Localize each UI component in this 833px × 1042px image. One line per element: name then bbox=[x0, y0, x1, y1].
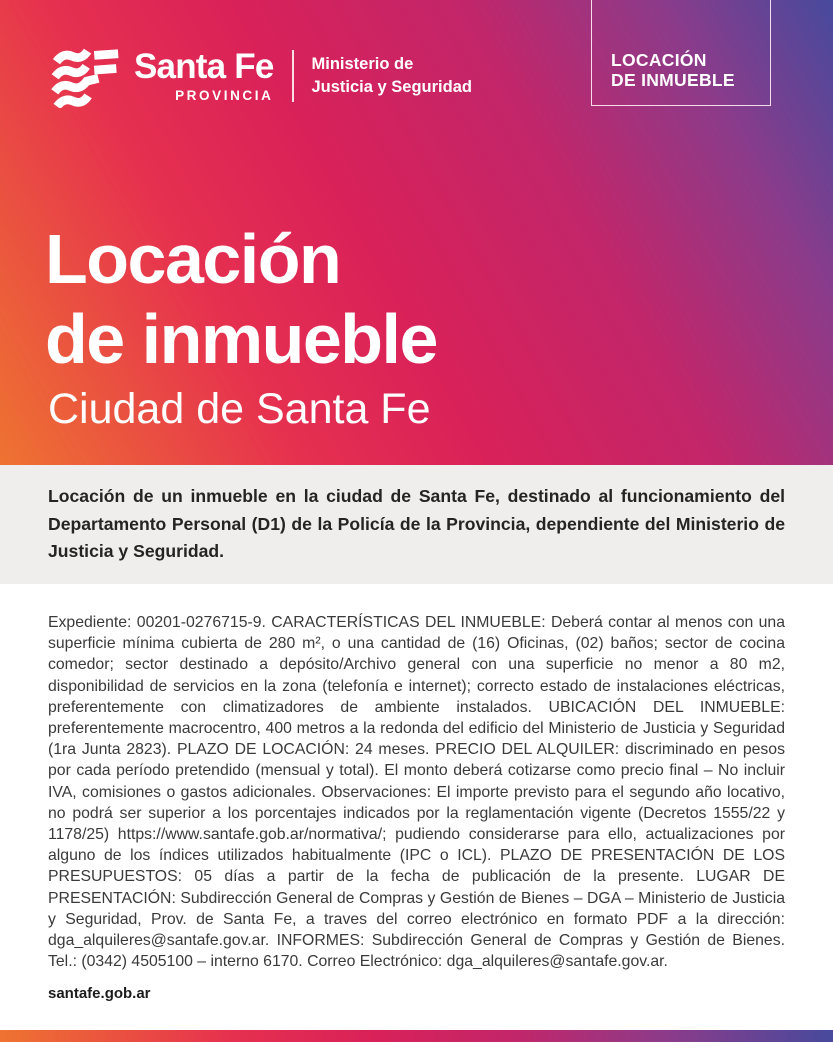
ministry-name bbox=[311, 53, 471, 99]
page-title bbox=[45, 219, 437, 379]
badge-line2: DE INMUEBLE bbox=[611, 70, 735, 90]
body-paragraph: Expediente: 00201-0276715-9. CARACTERÍSTICAS DEL INMUEBLE: Deberá contar al menos con una superficie mínima cubierta de 280 m², o una cantidad de (16) Oficinas, (02) baños; sector de cocina comedor; sector destinado a depósito/Archivo general con una superficie no menor a 80 m2, disponibilidad de servicios en la zona (telefonía e internet); correcto estado de instalaciones eléctricas, preferentemente con climatizadores de ambiente instalados. UBICACIÓN DEL INMUEBLE: preferentemente macrocentro, 400 metros a la redonda del edificio del Ministerio de Justicia y Seguridad (1ra Junta 2823). PLAZO DE LOCACIÓN: 24 meses. PRECIO DEL ALQUILER: discriminado en pesos por cada período pretendido (mensual y total). El monto deberá cotizarse como precio final – No incluir IVA, comisiones o gastos adicionales. Observaciones: El importe previsto para el segundo año locativo, no podrá ser superior a los porcentajes indicados por la reglamentación vigente (Decretos 1555/22 y 1178/25) https://www.santafe.gob.ar/normativa/; pudiendo considerarse para ello, actualizaciones por alguno de los índices utilizados habitualmente (IPC o ICL). PLAZO DE PRESENTACIÓN DE LOS PRESUPUESTOS: 05 días a partir de la fecha de publicación de la presente. LUGAR DE PRESENTACIÓN: Subdirección General de Compras y Gestión de Bienes – DGA – Ministerio de Justicia y Seguridad, Prov. de Santa Fe, a traves del correo electrónico en formato PDF a la dirección: dga_alquileres@santafe.gov.ar. INFORMES: Subdirección General de Compras y Gestión de Bienes. Tel.: (0342) 4505100 – interno 6170. Correo Electrónico: dga_alquileres@santafe.gov.ar. bbox=[48, 614, 785, 971]
title-line1: Locación bbox=[45, 220, 341, 298]
brand-wordmark: Santa Fe bbox=[134, 47, 274, 86]
category-badge bbox=[591, 0, 771, 106]
ministry-line2: Justicia y Seguridad bbox=[311, 78, 472, 96]
intro-band bbox=[0, 465, 833, 584]
brand-subname: PROVINCIA bbox=[175, 88, 274, 103]
page-subtitle: Ciudad de Santa Fe bbox=[48, 385, 431, 433]
header bbox=[48, 44, 472, 108]
badge-line1: LOCACIÓN bbox=[611, 50, 707, 70]
header-divider bbox=[292, 50, 294, 102]
hero-banner bbox=[0, 0, 833, 465]
santa-fe-logo bbox=[48, 44, 273, 108]
santa-fe-flag-icon bbox=[48, 44, 120, 108]
website-url: santafe.gob.ar bbox=[48, 985, 151, 1002]
intro-paragraph: Locación de un inmueble en la ciudad de Santa Fe, destinado al funcionamiento del Departamento Personal (D1) de la Policía de la Provincia, dependiente del Ministerio de Justicia y Seguridad. bbox=[48, 486, 785, 562]
ministry-line1: Ministerio de bbox=[311, 55, 414, 73]
bottom-gradient-bar bbox=[0, 1030, 833, 1042]
body-section bbox=[0, 584, 833, 972]
brand-text bbox=[134, 49, 273, 103]
title-line2: de inmueble bbox=[45, 300, 437, 378]
